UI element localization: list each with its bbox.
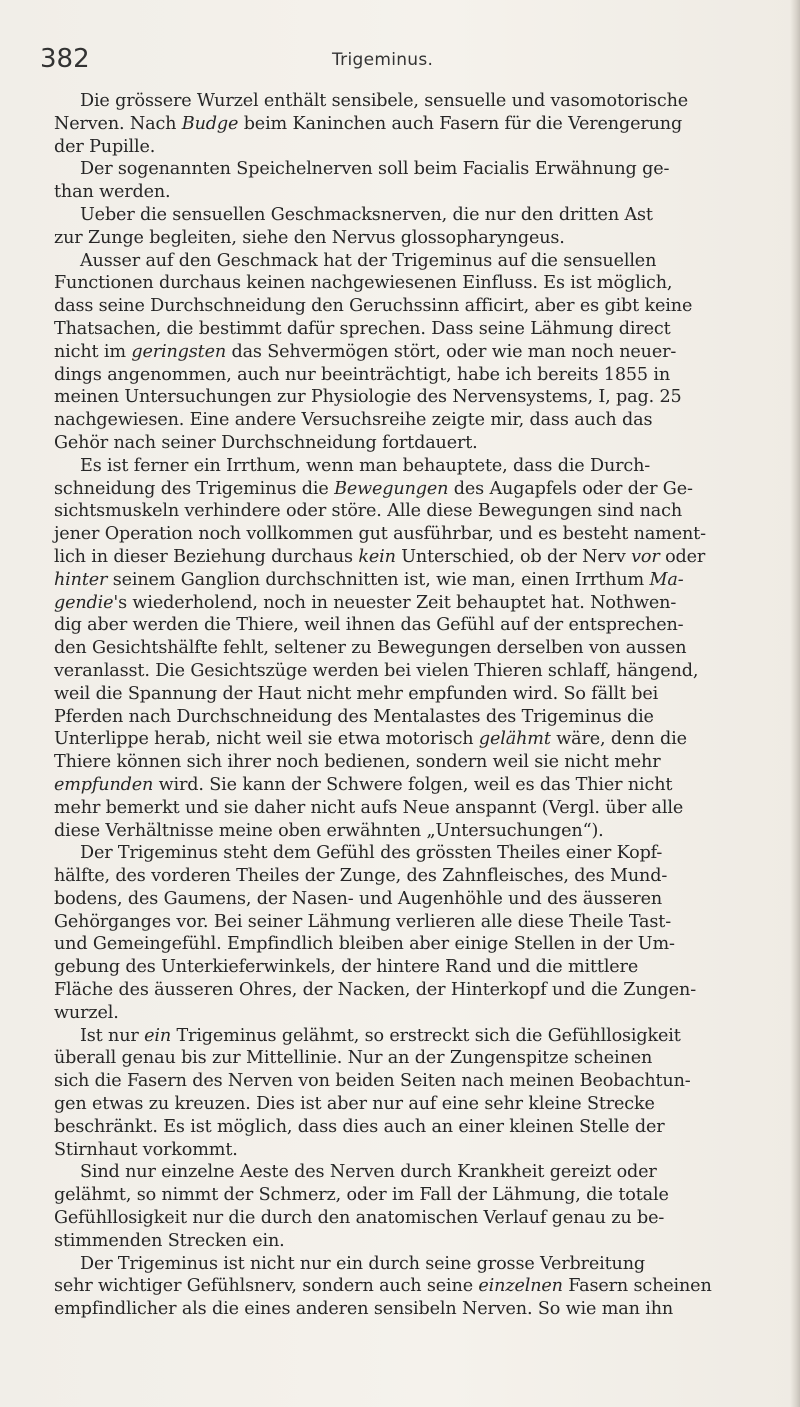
text-segment: dass seine Durchschneidung den Geruchssinn afficirt, aber es gibt keine (54, 296, 693, 317)
text-line (54, 1070, 787, 1093)
text-segment: Functionen durchaus keinen nachgewiesenen Einfluss. Es ist möglich, (54, 273, 673, 294)
text-line (54, 204, 787, 227)
text-line (54, 364, 787, 387)
text-segment: dings angenommen, auch nur beeinträchtigt, habe ich bereits 1855 in (54, 364, 671, 385)
text-line (54, 250, 787, 273)
text-segment: beim Kaninchen auch Fasern für die Verengerung (238, 113, 683, 134)
text-segment: Trigeminus gelähmt, so erstreckt sich die Gefühllosigkeit (171, 1025, 681, 1046)
text-segment: weil die Spannung der Haut nicht mehr empfunden wird. So fällt bei (54, 683, 659, 704)
text-line (54, 523, 787, 546)
text-segment: Der Trigeminus ist nicht nur ein durch seine grosse Verbreitung (80, 1253, 645, 1274)
text-line (54, 113, 787, 136)
text-segment: gen etwas zu kreuzen. Dies ist aber nur auf eine sehr kleine Strecke (54, 1094, 655, 1115)
text-line (54, 683, 787, 706)
running-head: Trigeminus. (332, 50, 434, 70)
text-line (54, 386, 787, 409)
text-segment: diese Verhältnisse meine oben erwähnten „Untersuchungen“). (54, 820, 604, 841)
italic-text: Ma- (649, 569, 684, 590)
text-segment: Thiere können sich ihrer noch bedienen, sondern weil sie nicht mehr (54, 752, 661, 773)
italic-text: gelähmt (478, 729, 551, 750)
text-line (54, 341, 787, 364)
text-segment: wurzel. (54, 1002, 119, 1023)
text-segment: Es ist ferner ein Irrthum, wenn man behauptete, dass die Durch- (80, 455, 651, 476)
text-segment: Nerven. Nach (54, 113, 182, 134)
text-segment: gelähmt, so nimmt der Schmerz, oder im Fall der Lähmung, die totale (54, 1185, 669, 1206)
text-segment: Fasern scheinen (562, 1276, 712, 1297)
text-segment: hälfte, des vorderen Theiles der Zunge, des Zahnfleisches, des Mund- (54, 866, 668, 887)
text-line (54, 956, 787, 979)
text-segment: oder (659, 546, 706, 567)
text-segment: lich in dieser Beziehung durchaus (54, 546, 359, 567)
italic-text: geringsten (131, 341, 227, 362)
text-line (54, 592, 787, 615)
text-segment: Ueber die sensuellen Geschmacksnerven, die nur den dritten Ast (80, 204, 653, 225)
text-segment: seinem Ganglion durchschnitten ist, wie man, einen Irrthum (107, 569, 650, 590)
text-segment: schneidung des Trigeminus die (54, 478, 335, 499)
text-segment: beschränkt. Es ist möglich, dass dies auch an einer kleinen Stelle der (54, 1116, 665, 1137)
text-segment: sich die Fasern des Nerven von beiden Seiten nach meinen Beobachtun- (54, 1071, 691, 1092)
text-line (54, 797, 787, 820)
italic-text: Bewegungen (334, 478, 449, 499)
text-segment: Gehör nach seiner Durchschneidung fortdauert. (54, 432, 478, 453)
text-segment: Fläche des äusseren Ohres, der Nacken, der Hinterkopf und die Zungen- (54, 980, 697, 1001)
text-line (54, 774, 787, 797)
text-segment: nachgewiesen. Eine andere Versuchsreihe zeigte mir, dass auch das (54, 410, 653, 431)
text-line (54, 728, 787, 751)
italic-text: Budge (181, 113, 239, 134)
text-line (54, 1047, 787, 1070)
text-line (54, 933, 787, 956)
text-line (54, 227, 787, 250)
text-line (54, 1116, 787, 1139)
text-line (54, 1298, 787, 1321)
text-line (54, 979, 787, 1002)
body-text (54, 90, 787, 1321)
text-line (54, 751, 787, 774)
text-line (54, 820, 787, 843)
text-line (54, 660, 787, 683)
text-segment: sichtsmuskeln verhindere oder störe. Alle diese Bewegungen sind nach (54, 501, 682, 522)
text-line (54, 569, 787, 592)
text-line (54, 637, 787, 660)
text-line (54, 842, 787, 865)
text-segment: dig aber werden die Thiere, weil ihnen das Gefühl auf der entsprechen- (54, 615, 684, 636)
text-segment: den Gesichtshälfte fehlt, seltener zu Bewegungen derselben von aussen (54, 638, 687, 659)
text-line (54, 1207, 787, 1230)
text-line (54, 1184, 787, 1207)
text-segment: Pferden nach Durchschneidung des Mentalastes des Trigeminus die (54, 706, 654, 727)
text-line (54, 432, 787, 455)
text-line (54, 888, 787, 911)
text-segment: Stirnhaut vorkommt. (54, 1139, 238, 1160)
text-segment: sehr wichtiger Gefühlsnerv, sondern auch seine (54, 1276, 479, 1297)
text-line (54, 409, 787, 432)
text-segment: than werden. (54, 182, 171, 203)
text-segment: empfindlicher als die eines anderen sensibeln Nerven. So wie man ihn (54, 1299, 674, 1320)
text-segment: wird. Sie kann der Schwere folgen, weil es das Thier nicht (153, 774, 673, 795)
text-line (54, 318, 787, 341)
italic-text: hinter (54, 569, 108, 590)
text-line (54, 1002, 787, 1025)
page-edge-shadow (790, 0, 800, 1407)
text-line (54, 295, 787, 318)
text-line (54, 181, 787, 204)
page-header (40, 44, 770, 80)
text-line (54, 865, 787, 888)
text-segment: Unterlippe herab, nicht weil sie etwa motorisch (54, 729, 479, 750)
text-line (54, 500, 787, 523)
text-segment: das Sehvermögen stört, oder wie man noch neuer- (226, 341, 677, 362)
text-segment: Unterschied, ob der Nerv (395, 546, 632, 567)
italic-text: kein (358, 546, 396, 567)
text-segment: 's wiederholend, noch in neuester Zeit behauptet hat. Nothwen- (113, 592, 677, 613)
text-line (54, 706, 787, 729)
text-line (54, 546, 787, 569)
text-segment: des Augapfels oder der Ge- (448, 478, 693, 499)
text-segment: bodens, des Gaumens, der Nasen- und Augenhöhle und des äusseren (54, 888, 663, 909)
text-line (54, 1139, 787, 1162)
text-segment: Thatsachen, die bestimmt dafür sprechen. Dass seine Lähmung direct (54, 318, 671, 339)
text-line (54, 90, 787, 113)
text-segment: wäre, denn die (550, 729, 687, 750)
text-segment: Gehörganges vor. Bei seiner Lähmung verlieren alle diese Theile Tast- (54, 911, 671, 932)
italic-text: gendie (54, 592, 114, 613)
italic-text: empfunden (54, 774, 154, 795)
text-segment: Der sogenannten Speichelnerven soll beim Facialis Erwähnung ge- (80, 159, 670, 180)
text-line (54, 1230, 787, 1253)
text-segment: überall genau bis zur Mittellinie. Nur an der Zungenspitze scheinen (54, 1048, 653, 1069)
text-line (54, 455, 787, 478)
text-segment: Ist nur (80, 1025, 145, 1046)
text-segment: stimmenden Strecken ein. (54, 1230, 285, 1251)
text-segment: Ausser auf den Geschmack hat der Trigeminus auf die sensuellen (80, 250, 657, 271)
text-segment: meinen Untersuchungen zur Physiologie des Nervensystems, I, pag. 25 (54, 387, 682, 408)
text-segment: Die grössere Wurzel enthält sensibele, sensuelle und vasomotorische (80, 91, 689, 111)
text-segment: mehr bemerkt und sie daher nicht aufs Neue anspannt (Vergl. über alle (54, 797, 684, 818)
text-line (54, 614, 787, 637)
italic-text: ein (144, 1025, 172, 1046)
text-segment: veranlasst. Die Gesichtszüge werden bei vielen Thieren schlaff, hängend, (54, 660, 699, 681)
text-line (54, 158, 787, 181)
italic-text: einzelnen (478, 1276, 563, 1297)
italic-text: vor (631, 546, 660, 567)
text-line (54, 1161, 787, 1184)
text-segment: der Pupille. (54, 136, 156, 157)
text-segment: Gefühllosigkeit nur die durch den anatomischen Verlauf genau zu be- (54, 1208, 665, 1229)
text-line (54, 272, 787, 295)
page-number: 382 (40, 44, 90, 74)
text-line (54, 136, 787, 159)
text-segment: Der Trigeminus steht dem Gefühl des grössten Theiles einer Kopf- (80, 843, 663, 864)
text-segment: jener Operation noch vollkommen gut ausführbar, und es besteht nament- (54, 524, 706, 545)
text-segment: zur Zunge begleiten, siehe den Nervus glossopharyngeus. (54, 227, 565, 248)
text-line (54, 911, 787, 934)
text-segment: und Gemeingefühl. Empfindlich bleiben aber einige Stellen in der Um- (54, 934, 675, 955)
text-segment: nicht im (54, 341, 132, 362)
text-segment: gebung des Unterkieferwinkels, der hintere Rand und die mittlere (54, 957, 639, 978)
text-line (54, 1275, 787, 1298)
text-line (54, 1093, 787, 1116)
text-line (54, 478, 787, 501)
text-segment: Sind nur einzelne Aeste des Nerven durch Krankheit gereizt oder (80, 1162, 657, 1183)
text-line (54, 1025, 787, 1048)
text-line (54, 1253, 787, 1276)
